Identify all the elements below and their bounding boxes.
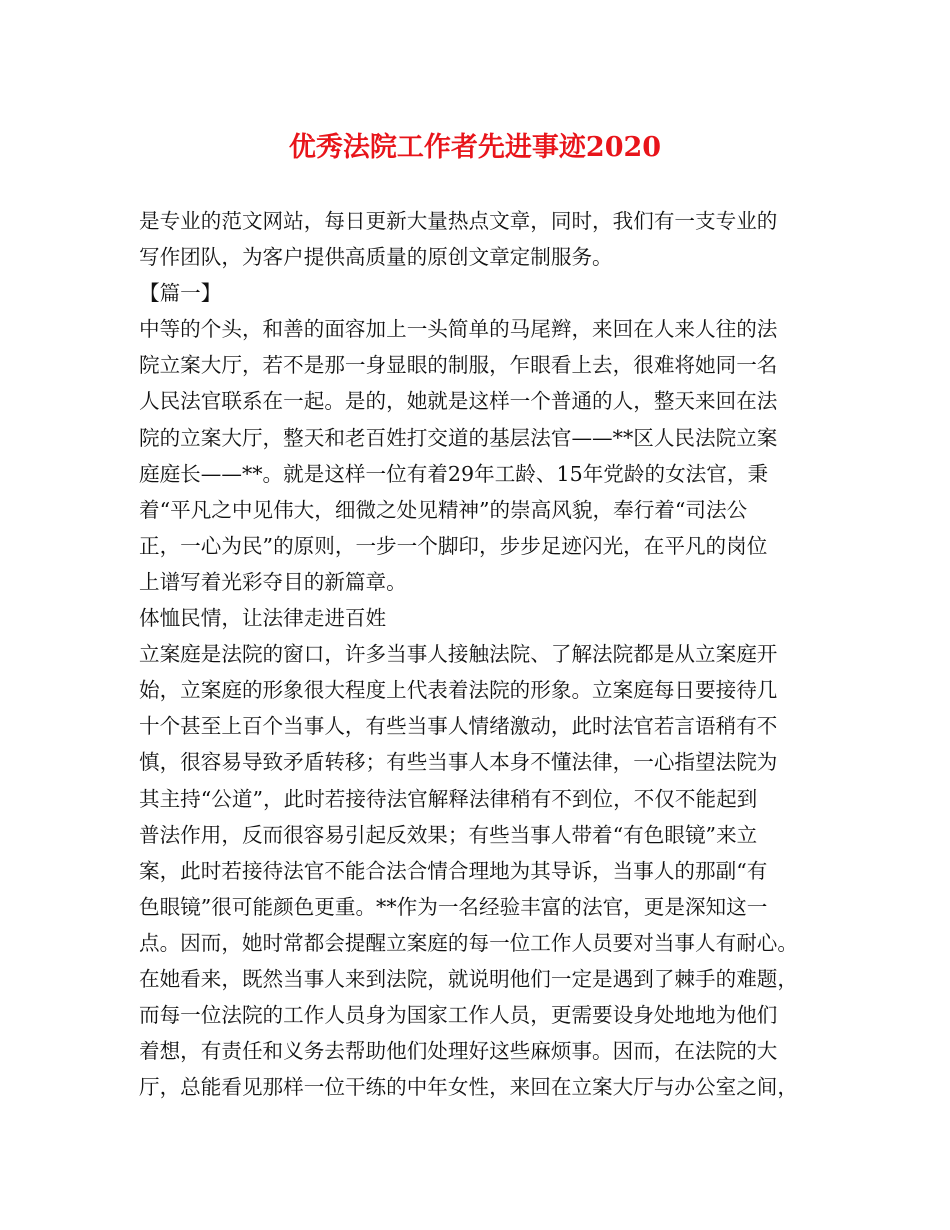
body-line: 【篇一】 [139,281,222,306]
body-line: 立案庭是法院的窗口，许多当事人接触法院、了解法院都是从立案庭开 [139,642,778,667]
body-line: 体恤民情，让法律走进百姓 [139,606,387,631]
body-line: 厅，总能看见那样一位干练的中年女性，来回在立案大厅与办公室之间， [139,1075,798,1100]
body-line: 着“平凡之中见伟大，细微之处见精神”的崇高风貌，奉行着“司法公 [139,497,748,522]
document-body [139,203,829,1105]
body-line: 点。因而，她时常都会提醒立案庭的每一位工作人员要对当事人有耐心。 [139,930,798,955]
body-line: 院的立案大厅，整天和老百姓打交道的基层法官——**区人民法院立案 [139,425,778,450]
body-line: 是专业的范文网站，每日更新大量热点文章，同时，我们有一支专业的 [139,209,778,233]
body-line: 案，此时若接待法官不能合法合情合理地为其导诉，当事人的那副“有 [139,858,768,883]
body-line: 写作团队，为客户提供高质量的原创文章定制服务。 [139,245,613,270]
body-line: 在她看来，既然当事人来到法院，就说明他们一定是遇到了棘手的难题， [139,966,798,991]
body-line: 而每一位法院的工作人员身为国家工作人员，更需要设身处地地为他们 [139,1003,778,1028]
body-line: 始，立案庭的形象很大程度上代表着法院的形象。立案庭每日要接待几 [139,678,778,703]
body-line: 院立案大厅，若不是那一身显眼的制服，乍眼看上去，很难将她同一名 [139,353,778,378]
body-line: 慎，很容易导致矛盾转移；有些当事人本身不懂法律，一心指望法院为 [139,750,778,775]
body-line: 着想，有责任和义务去帮助他们处理好这些麻烦事。因而，在法院的大 [139,1039,778,1064]
document-title: 优秀法院工作者先进事迹2020 [288,132,662,163]
body-line: 庭庭长——**。就是这样一位有着29年工龄、15年党龄的女法官，秉 [139,461,769,486]
body-line: 其主持“公道”，此时若接待法官解释法律稍有不到位，不仅不能起到 [139,786,758,811]
body-line: 普法作用，反而很容易引起反效果；有些当事人带着“有色眼镜”来立 [139,822,758,847]
body-line: 人民法官联系在一起。是的，她就是这样一个普通的人，整天来回在法 [139,389,778,414]
body-line: 中等的个头，和善的面容加上一头简单的马尾辫，来回在人来人往的法 [139,317,778,342]
body-line: 上谱写着光彩夺目的新篇章。 [139,569,407,594]
body-line: 色眼镜”很可能颜色更重。**作为一名经验丰富的法官，更是深知这一 [139,894,768,919]
body-line: 正，一心为民”的原则，一步一个脚印，步步足迹闪光，在平凡的岗位 [139,533,768,558]
body-line: 十个甚至上百个当事人，有些当事人情绪激动，此时法官若言语稍有不 [139,714,778,739]
